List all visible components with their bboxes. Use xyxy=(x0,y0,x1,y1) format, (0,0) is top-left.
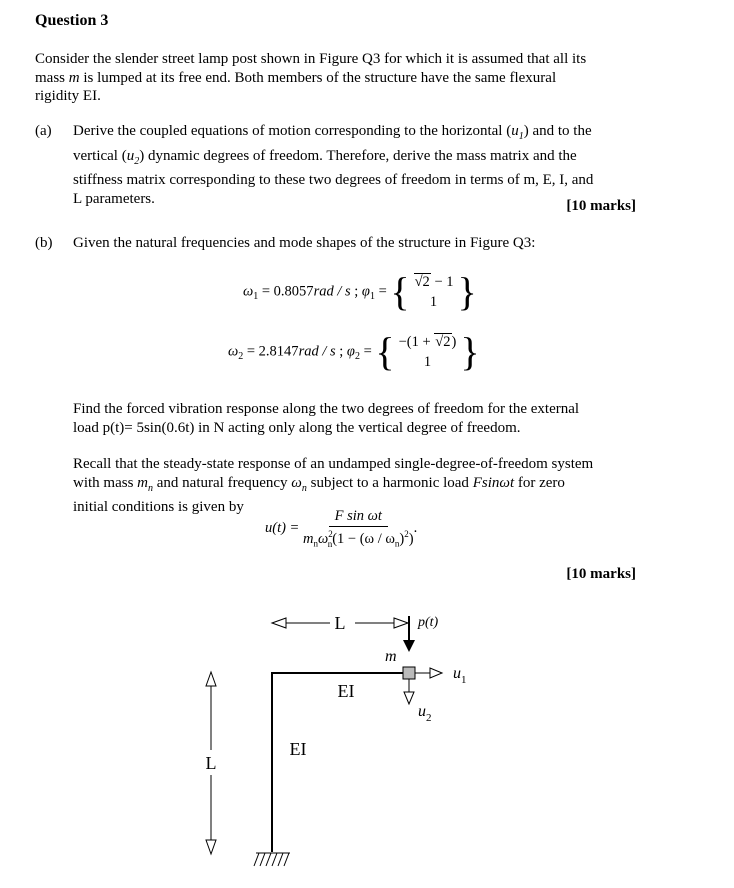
question-intro xyxy=(35,50,715,106)
forced-vibration-text xyxy=(73,400,693,437)
forced-line: load p(t)= 5sin(0.6t) in N acting only along the vertical degree of freedom. xyxy=(73,419,521,436)
forced-line: Find the forced vibration response along the two degrees of freedom for the external xyxy=(73,401,580,417)
part-b-marks: [10 marks] xyxy=(566,566,636,582)
mode-equation-1: $\omega_1 = 0.8057rad / s$ ; $\varphi_1$ = { √2 − 1 1 } xyxy=(243,269,477,314)
intro-line: Consider the slender street lamp post shown in Figure Q3 for which it is assumed that all its xyxy=(35,51,587,67)
part-a-line: vertical $(u_2)$ dynamic degrees of freedom. Therefore, derive the mass matrix and the xyxy=(73,147,577,167)
formula-numerator: F sin ωt xyxy=(329,508,388,527)
formula-denominator: $m_n\omega^2_n(1 - (\omega / \omega_n)^2)$ xyxy=(302,529,414,549)
recall-line: with mass $m_n$ and natural frequency $\omega_n$ subject to a harmonic load Fsinωt for zero xyxy=(73,474,565,494)
recall-line: initial conditions is given by xyxy=(73,499,244,515)
intro-line: rigidity EI. xyxy=(35,88,101,104)
part-a-text xyxy=(73,122,693,208)
label-EI-beam: EI xyxy=(337,681,355,701)
label-L-top: L xyxy=(334,613,346,633)
label-u1: $u_1$ xyxy=(453,665,467,686)
label-mass: m xyxy=(385,648,397,665)
part-b-label: (b) xyxy=(35,235,53,251)
label-load: p(t) xyxy=(418,615,439,630)
question-title: Question 3 xyxy=(35,12,109,29)
structure-figure xyxy=(0,590,734,888)
response-formula: u(t) = $\frac{\text{F sin ωt}}{m_n\omega^2_n(1 - (\omega / \omega_n)^2)}$ . xyxy=(265,508,418,549)
part-a-line: Derive the coupled equations of motion corresponding to the horizontal $(u_1)$ and to the xyxy=(73,123,592,142)
u2-arrow-icon xyxy=(404,679,414,704)
label-u2: $u_2$ xyxy=(418,703,432,724)
part-a-marks: [10 marks] xyxy=(566,198,636,214)
part-a-label: (a) xyxy=(35,123,52,139)
mode-equation-2: $\omega_2 = 2.8147rad / s$ ; $\varphi_2$ = { −(1 + √2) 1 } xyxy=(228,329,480,374)
label-L-side: L xyxy=(205,753,217,773)
part-b-intro: Given the natural frequencies and mode shapes of the structure in Figure Q3: xyxy=(73,235,536,251)
mass-block xyxy=(403,667,415,679)
intro-line: mass m is lumped at its free end. Both members of the structure have the same flexural xyxy=(35,69,557,86)
part-a-line: L parameters. xyxy=(73,190,155,207)
label-EI-column: EI xyxy=(289,739,307,759)
recall-line: Recall that the steady-state response of an undamped single-degree-of-freedom system xyxy=(73,456,594,472)
u1-arrow-icon xyxy=(415,668,442,678)
part-a-line: stiffness matrix corresponding to these two degrees of freedom in terms of m, E, I, and xyxy=(73,172,594,188)
fixed-support-icon xyxy=(254,853,290,866)
